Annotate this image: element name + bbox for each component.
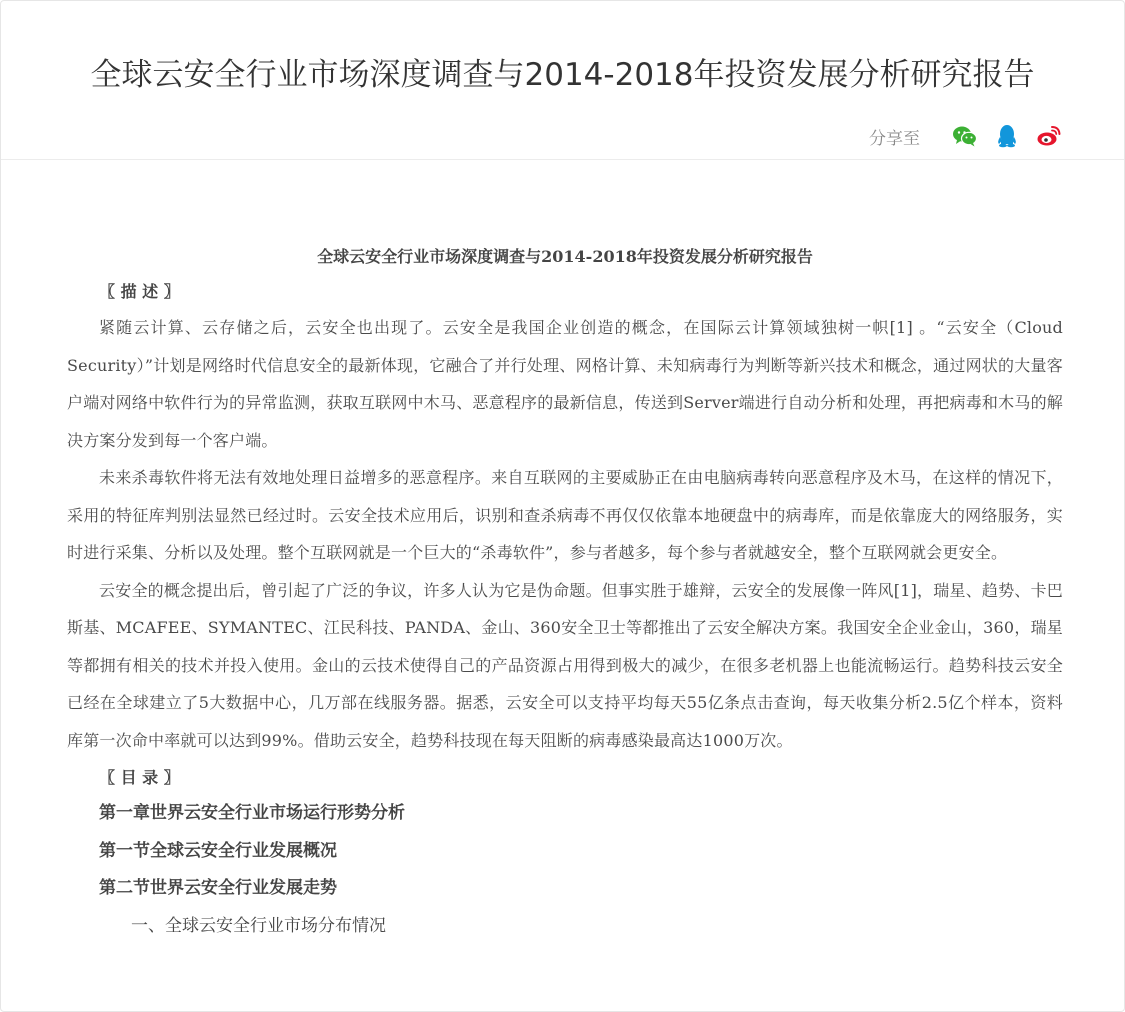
paragraph: 紧随云计算、云存储之后，云安全也出现了。云安全是我国企业创造的概念，在国际云计算领域独树一帜[1] 。“云安全（Cloud Security）”计划是网络时代信息安全的最新体现，它融合了并行处理、网格计算、未知病毒行为判断等新兴技术和概念，通过网状的大量客户端对网络中软件行为的异常监测，获取互联网中木马、恶意程序的最新信息，传送到Server端进行自动分析和处理，再把病毒和木马的解决方案分发到每一个客户端。 <box>67 318 1063 450</box>
description-heading: 〖 描 述 〗 <box>99 282 180 301</box>
toc-heading: 〖 目 录 〗 <box>99 768 180 787</box>
share-bar <box>869 121 1062 151</box>
page-title: 全球云安全行业市场深度调查与2014-2018年投资发展分析研究报告 <box>90 57 1035 93</box>
share-label: 分享至 <box>869 128 920 149</box>
page-header <box>1 1 1124 160</box>
paragraph: 未来杀毒软件将无法有效地处理日益增多的恶意程序。来自互联网的主要威胁正在由电脑病毒转向恶意程序及木马，在这样的情况下，采用的特征库判别法显然已经过时。云安全技术应用后，识别和查杀病毒不再仅仅依靠本地硬盘中的病毒库，而是依靠庞大的网络服务，实时进行采集、分析以及处理。整个互联网就是一个巨大的“杀毒软件”，参与者越多，每个参与者就越安全，整个互联网就会更安全。 <box>67 468 1063 562</box>
wechat-icon[interactable] <box>952 123 978 149</box>
toc-item: 第一节全球云安全行业发展概况 <box>99 840 337 861</box>
paragraph: 云安全的概念提出后，曾引起了广泛的争议，许多人认为它是伪命题。但事实胜于雄辩，云安全的发展像一阵风[1]，瑞星、趋势、卡巴斯基、MCAFEE、SYMANTEC、江民科技、PANDA、金山、360安全卫士等都推出了云安全解决方案。我国安全企业金山，360，瑞星等都拥有相关的技术并投入使用。金山的云技术使得自己的产品资源占用得到极大的减少，在很多老机器上也能流畅运行。趋势科技云安全已经在全球建立了5大数据中心，几万部在线服务器。据悉，云安全可以支持平均每天55亿条点击查询，每天收集分析2.5亿个样本，资料库第一次命中率就可以达到99%。借助云安全，趋势科技现在每天阻断的病毒感染最高达1000万次。 <box>67 580 1063 750</box>
qq-icon[interactable] <box>994 123 1020 149</box>
article-body <box>67 241 1063 945</box>
toc-item: 一、全球云安全行业市场分布情况 <box>131 915 386 936</box>
article-title: 全球云安全行业市场深度调查与2014-2018年投资发展分析研究报告 <box>317 247 813 266</box>
weibo-icon[interactable] <box>1036 123 1062 149</box>
toc-item: 第一章世界云安全行业市场运行形势分析 <box>99 803 405 823</box>
toc-item: 第二节世界云安全行业发展走势 <box>99 878 337 898</box>
